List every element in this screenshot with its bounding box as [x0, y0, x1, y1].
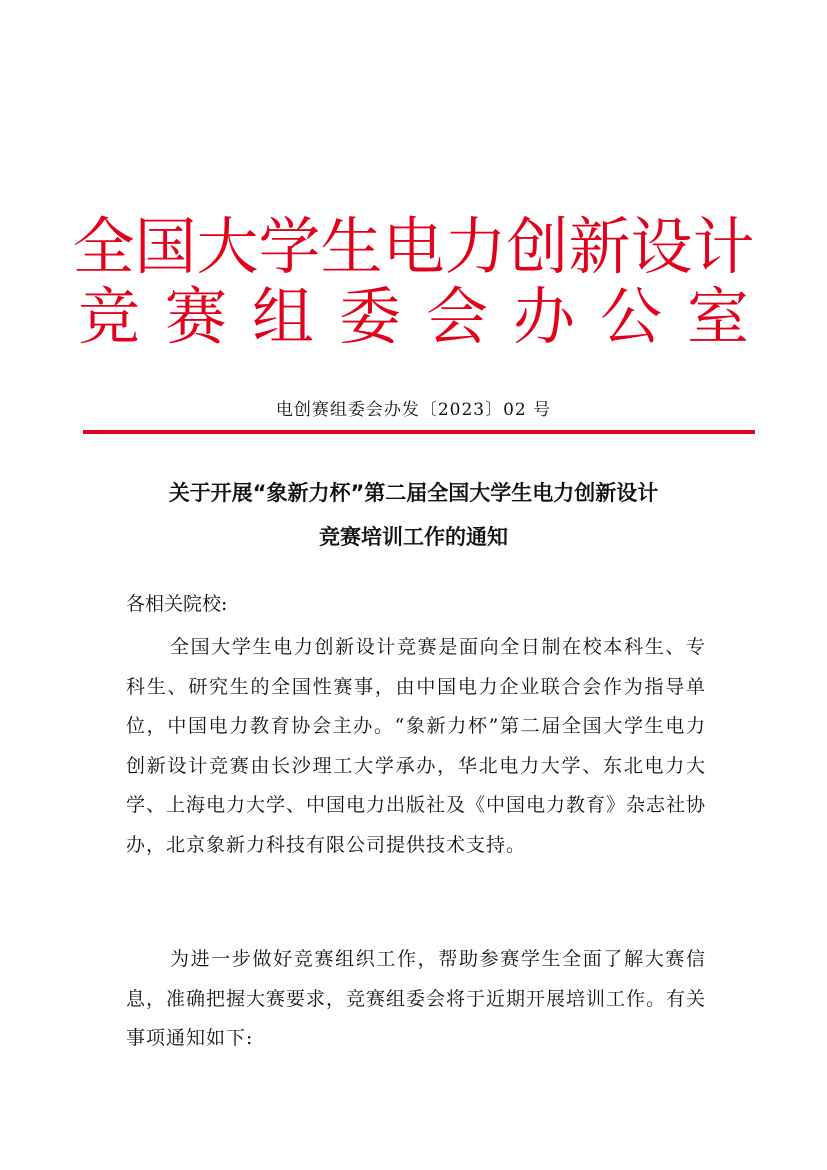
- body-paragraph-2: 为进一步做好竞赛组织工作，帮助参赛学生全面了解大赛信息，准确把握大赛要求，竞赛组委会将于近期开展培训工作。有关事项通知如下:: [126, 948, 707, 1050]
- salutation: 各相关院校:: [126, 593, 228, 615]
- document-number: 电创赛组委会办发〔2023〕02 号: [275, 400, 552, 420]
- issuer-header-line-2: 竞赛组委会办公室: [77, 280, 774, 353]
- body-paragraph-1: 全国大学生电力创新设计竞赛是面向全日制在校本科生、专科生、研究生的全国性赛事，由中国电力企业联合会作为指导单位，中国电力教育协会主办。“象新力杯”第二届全国大学生电力创新设计竞赛由长沙理工大学承办，华北电力大学、东北电力大学、上海电力大学、中国电力出版社及《中国电力教育》杂志社协办，北京象新力科技有限公司提供技术支持。: [126, 636, 707, 856]
- notice-title-line-2: 竞赛培训工作的通知: [319, 525, 508, 549]
- notice-title-line-1: 关于开展“象新力杯”第二届全国大学生电力创新设计: [168, 481, 659, 505]
- issuer-header-line-1: 全国大学生电力创新设计: [72, 210, 755, 283]
- red-divider-line: [83, 430, 755, 434]
